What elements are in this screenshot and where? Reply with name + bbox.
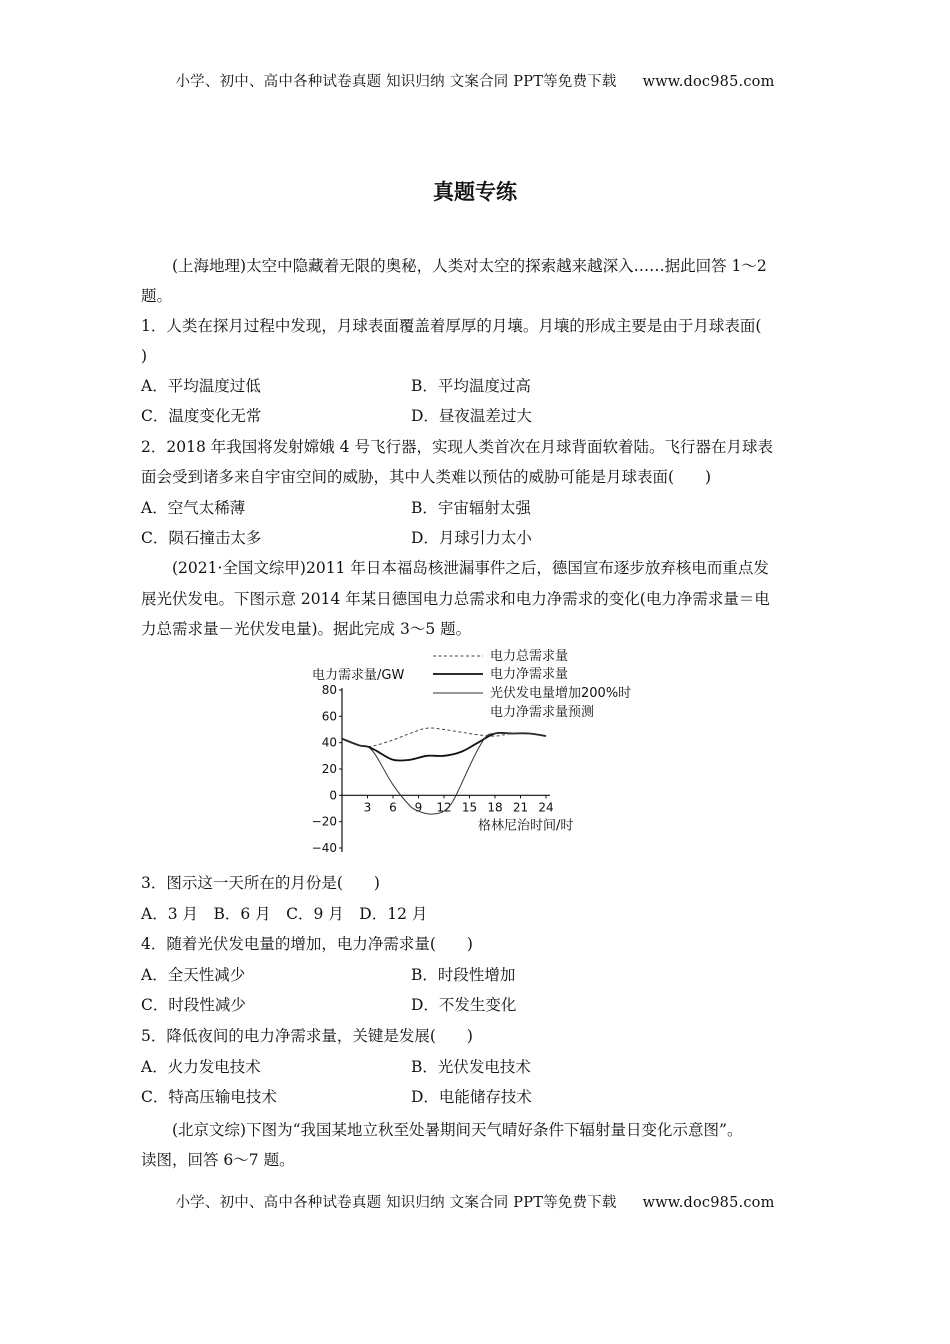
- x-tick-label: 9: [414, 800, 423, 815]
- x-tick-label: 21: [512, 800, 529, 815]
- intro2-line3: 力总需求量－光伏发电量)。据此完成 3～5 题。: [141, 620, 472, 638]
- q2-option-b: B．宇宙辐射太强: [411, 499, 531, 517]
- q2-option-c: C．陨石撞击太多: [141, 529, 262, 547]
- q1-option-d: D．昼夜温差过大: [411, 407, 532, 425]
- x-tick-label: 3: [363, 800, 372, 815]
- x-tick-label: 24: [538, 800, 554, 815]
- intro2-line2: 展光伏发电。下图示意 2014 年某日德国电力总需求和电力净需求的变化(电力净需求量＝电: [141, 590, 770, 608]
- q1-stem-line1: 1．人类在探月过程中发现，月球表面覆盖着厚厚的月壤。月壤的形成主要是由于月球表面(: [141, 317, 762, 335]
- q1-stem-line2: ): [141, 347, 148, 365]
- legend-label2-pv-200-forecast-line: 电力净需求量预测: [490, 705, 595, 720]
- intro3-line1: (北京文综)下图为“我国某地立秋至处暑期间天气晴好条件下辐射量日变化示意图”。: [172, 1121, 743, 1139]
- x-axis-label: 格林尼治时间/时: [478, 818, 574, 834]
- q2-option-a: A．空气太稀薄: [141, 499, 246, 517]
- q5-option-b: B．光伏发电技术: [411, 1058, 531, 1076]
- header-text: 小学、初中、高中各种试卷真题 知识归纳 文案合同 PPT等免费下载: [175, 74, 617, 90]
- q3-options: A．3 月 B．6 月 C．9 月 D．12 月: [141, 905, 428, 923]
- x-tick-label: 12: [436, 800, 452, 815]
- q1-option-c: C．温度变化无常: [141, 407, 262, 425]
- q1-option-b: B．平均温度过高: [411, 377, 531, 395]
- y-axis-label: 电力需求量/GW: [312, 668, 405, 683]
- q4-option-c: C．时段性减少: [141, 996, 246, 1014]
- q5-option-c: C．特高压输电技术: [141, 1088, 277, 1106]
- q4-stem: 4．随着光伏发电量的增加，电力净需求量( ): [141, 935, 473, 953]
- x-tick-label: 15: [461, 800, 478, 815]
- intro2-line1: (2021·全国文综甲)2011 年日本福岛核泄漏事件之后，德国宣布逐步放弃核电而重点发: [172, 559, 769, 577]
- q2-option-d: D．月球引力太小: [411, 529, 532, 547]
- q5-option-a: A．火力发电技术: [141, 1058, 261, 1076]
- legend-label-total-demand-line: 电力总需求量: [490, 649, 569, 664]
- page-title: 真题专练: [433, 180, 517, 204]
- q5-option-d: D．电能储存技术: [411, 1088, 532, 1106]
- intro1-line2: 题。: [141, 287, 173, 305]
- y-tick-label: 40: [321, 735, 337, 750]
- legend-label-net-demand-line: 电力净需求量: [490, 667, 569, 682]
- y-tick-label: −20: [311, 814, 337, 829]
- power-demand-chart: [300, 648, 660, 858]
- q1-option-a: A．平均温度过低: [141, 377, 261, 395]
- page-header: [0, 70, 950, 91]
- net-demand-line: [342, 733, 546, 761]
- y-tick-label: 60: [321, 709, 337, 724]
- intro1-line1: (上海地理)太空中隐藏着无限的奥秘，人类对太空的探索越来越深入……据此回答 1～2: [172, 257, 767, 275]
- q2-stem-line2: 面会受到诸多来自宇宙空间的威胁，其中人类难以预估的威胁可能是月球表面( ): [141, 468, 712, 486]
- y-tick-label: 20: [321, 762, 337, 776]
- q4-option-b: B．时段性增加: [411, 966, 516, 984]
- q4-option-d: D．不发生变化: [411, 996, 517, 1014]
- q2-stem-line1: 2．2018 年我国将发射嫦娥 4 号飞行器，实现人类首次在月球背面软着陆。飞行器在月球表: [141, 438, 773, 456]
- legend-label-pv-200-forecast-line: 光伏发电量增加200%时: [490, 686, 632, 701]
- q4-option-a: A．全天性减少: [141, 966, 246, 984]
- y-tick-label: −40: [311, 841, 337, 855]
- header-site[interactable]: www.doc985.com: [642, 74, 775, 90]
- q5-stem: 5．降低夜间的电力净需求量，关键是发展( ): [141, 1027, 473, 1045]
- footer-site[interactable]: www.doc985.com: [642, 1195, 775, 1211]
- footer-text: 小学、初中、高中各种试卷真题 知识归纳 文案合同 PPT等免费下载: [175, 1195, 617, 1211]
- y-tick-label: 80: [321, 683, 337, 697]
- q3-stem: 3．图示这一天所在的月份是( ): [141, 874, 380, 892]
- page-footer: [0, 1191, 950, 1212]
- x-tick-label: 6: [389, 800, 397, 815]
- intro3-line2: 读图，回答 6～7 题。: [141, 1151, 295, 1169]
- y-tick-label: 0: [329, 788, 337, 803]
- x-tick-label: 18: [487, 800, 503, 815]
- total-demand-line: [342, 728, 546, 747]
